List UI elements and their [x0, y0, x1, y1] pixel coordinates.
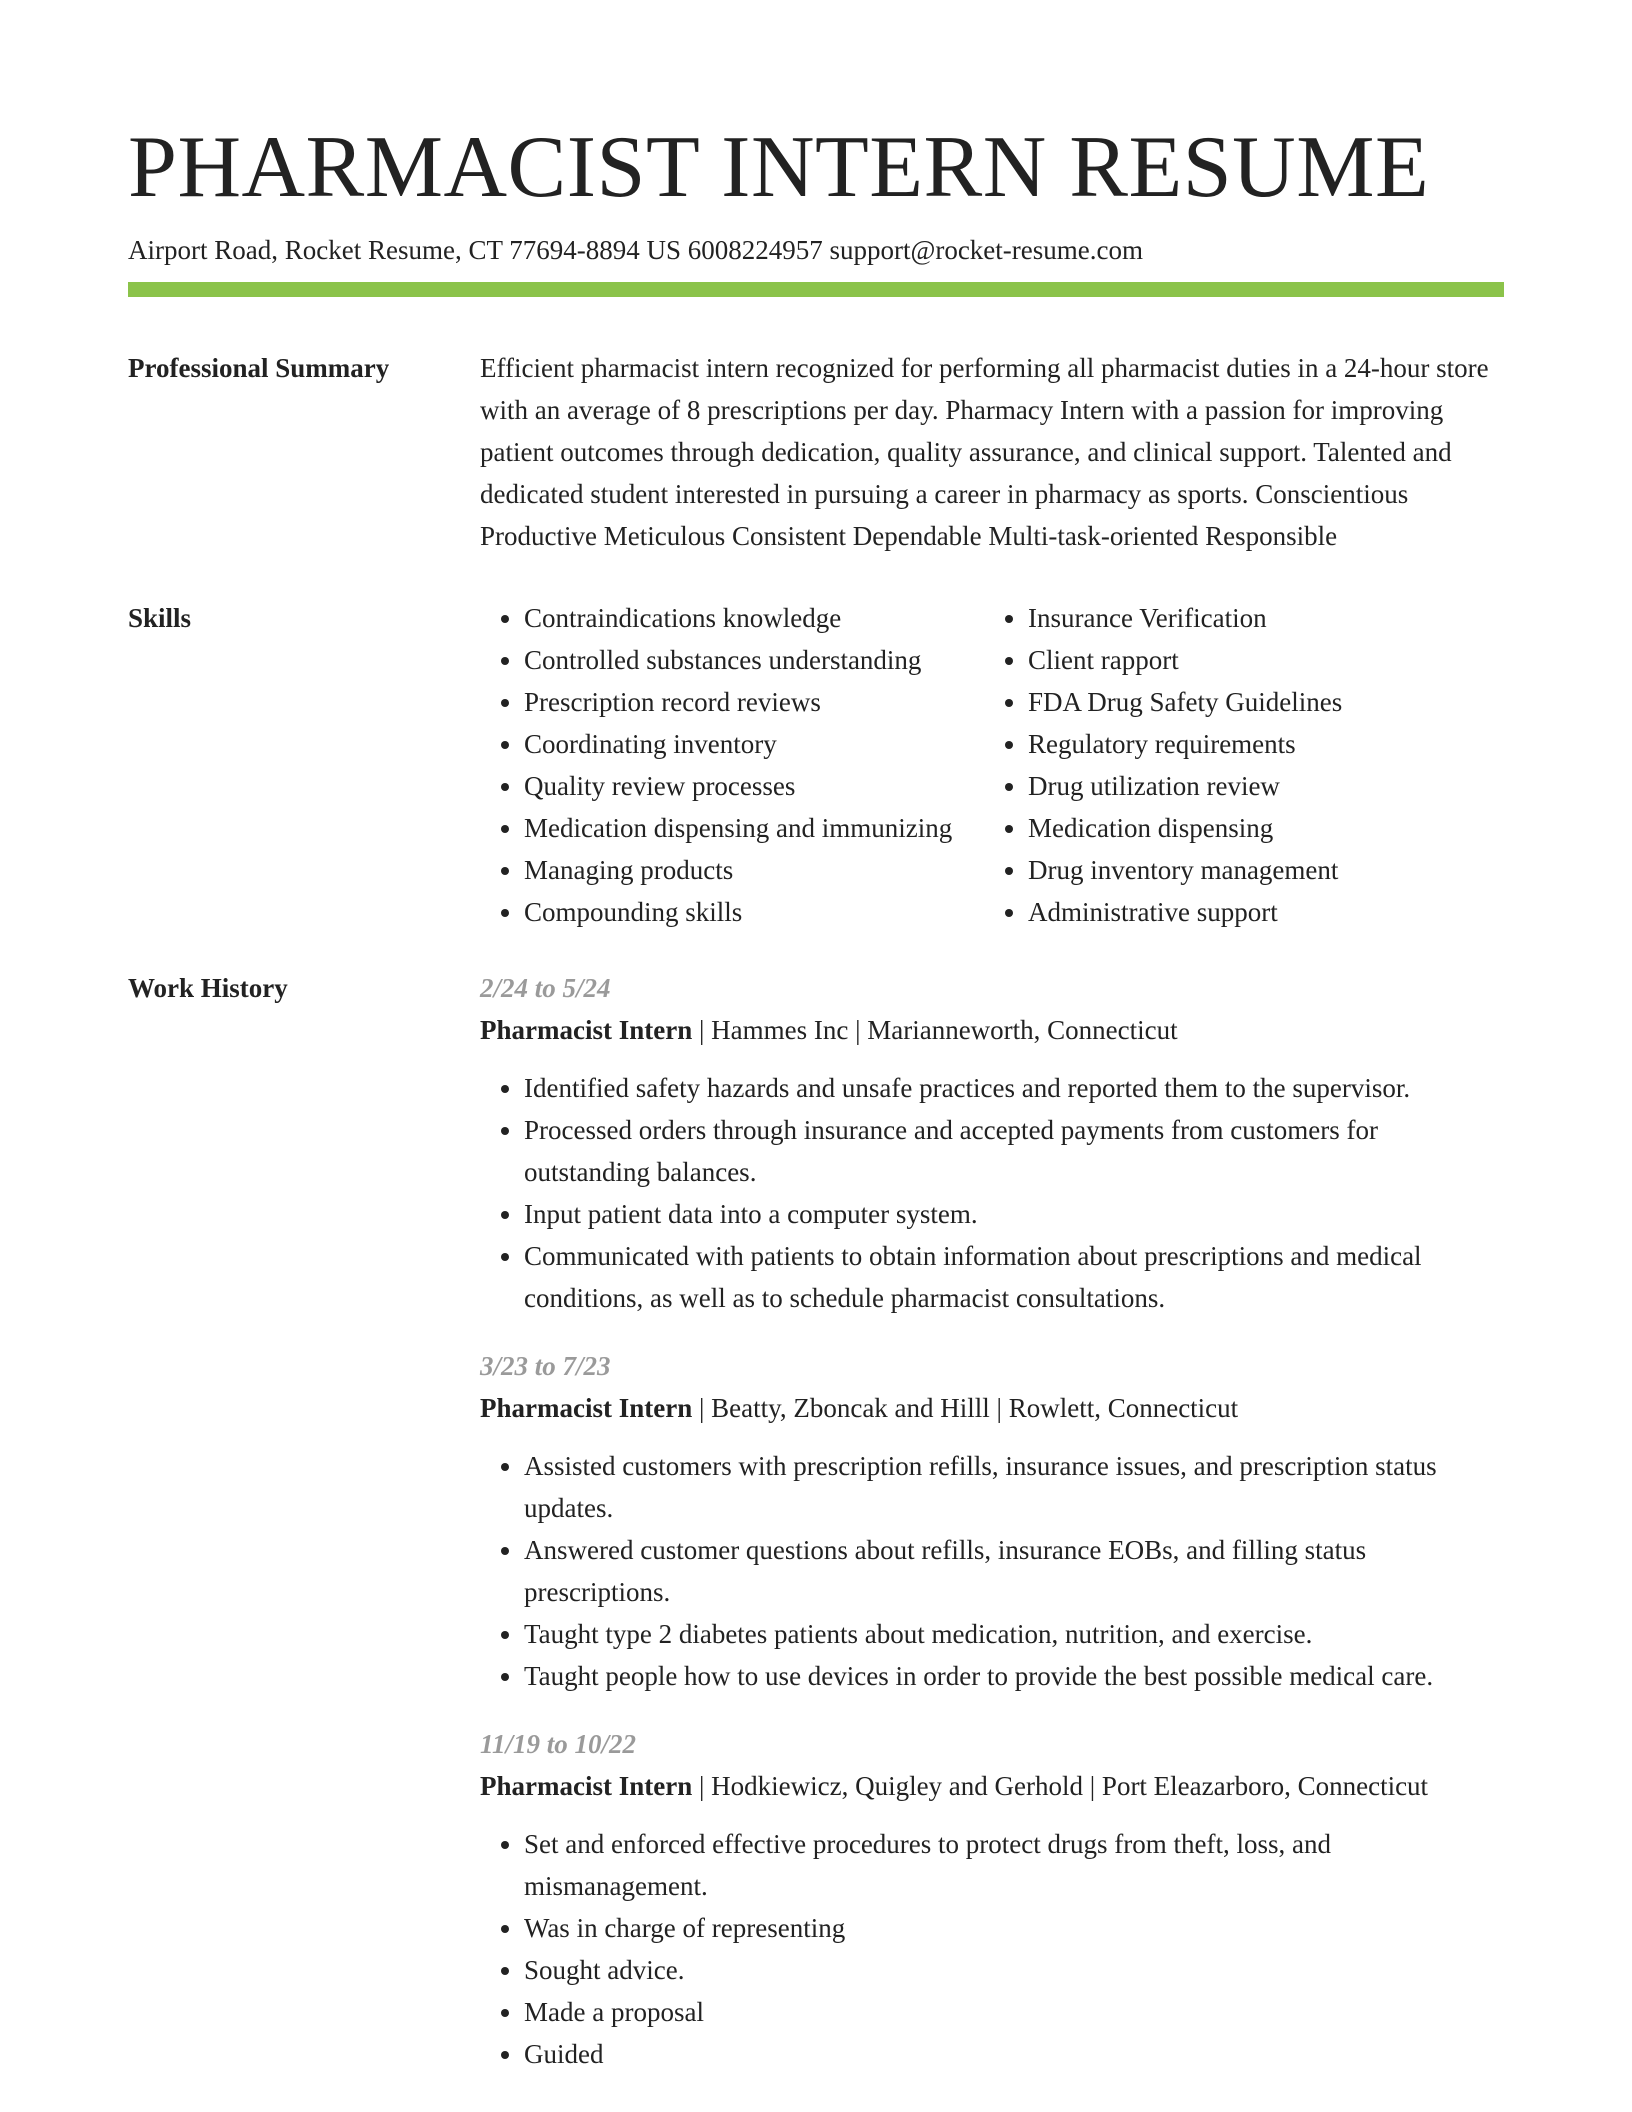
job-bullet: • Assisted customers with prescription refills, insurance issues, and prescription status updates. — [524, 1445, 1504, 1529]
job-details: | Hammes Inc | Marianneworth, Connecticut — [692, 1015, 1178, 1045]
job-title: Pharmacist Intern — [480, 1015, 693, 1045]
job-entry — [480, 1723, 1504, 2075]
work-history-section — [128, 967, 1504, 2101]
job-bullet: • Guided — [524, 2033, 1504, 2075]
skill-item: • Administrative support — [1028, 891, 1528, 933]
skills-column-2 — [984, 597, 1528, 933]
skill-item: • Coordinating inventory — [524, 723, 984, 765]
job-bullet: • Made a proposal — [524, 1991, 1504, 2033]
job-title-line — [480, 1009, 1504, 1051]
skills-columns — [480, 597, 1528, 933]
job-title-line — [480, 1387, 1504, 1429]
work-history-body — [480, 967, 1504, 2101]
skills-body — [480, 597, 1528, 933]
contact-phone: 6008224957 — [687, 235, 823, 265]
contact-address: Airport Road, Rocket Resume, CT 77694-8894 US — [128, 235, 681, 265]
skills-heading: Skills — [128, 603, 192, 633]
contact-email: support@rocket-resume.com — [829, 235, 1143, 265]
job-bullets — [480, 1067, 1504, 1319]
skill-item: • Drug inventory management — [1028, 849, 1528, 891]
job-bullet: • Answered customer questions about refills, insurance EOBs, and filling status prescriptions. — [524, 1529, 1504, 1613]
job-bullet: • Taught people how to use devices in order to provide the best possible medical care. — [524, 1655, 1504, 1697]
job-details: | Beatty, Zboncak and Hilll | Rowlett, Connecticut — [692, 1393, 1239, 1423]
skill-item: • Controlled substances understanding — [524, 639, 984, 681]
skills-column-1 — [480, 597, 984, 933]
job-details: | Hodkiewicz, Quigley and Gerhold | Port Eleazarboro, Connecticut — [692, 1771, 1429, 1801]
job-bullet: • Communicated with patients to obtain information about prescriptions and medical conditions, as well as to schedule pharmacist consultations. — [524, 1235, 1504, 1319]
job-bullets — [480, 1823, 1504, 2075]
job-bullets — [480, 1445, 1504, 1697]
job-bullet: • Sought advice. — [524, 1949, 1504, 1991]
skill-item: • Compounding skills — [524, 891, 984, 933]
summary-body — [480, 347, 1504, 557]
job-bullet: • Identified safety hazards and unsafe practices and reported them to the supervisor. — [524, 1067, 1504, 1109]
job-dates: 11/19 to 10/22 — [480, 1729, 637, 1759]
skill-item: • Client rapport — [1028, 639, 1528, 681]
skill-item: • Prescription record reviews — [524, 681, 984, 723]
skill-item: • Medication dispensing — [1028, 807, 1528, 849]
job-dates: 3/23 to 7/23 — [480, 1351, 611, 1381]
job-bullet: • Was in charge of representing — [524, 1907, 1504, 1949]
skills-section — [128, 597, 1504, 933]
job-title: Pharmacist Intern — [480, 1393, 693, 1423]
header-accent-bar — [128, 282, 1504, 297]
work-history-heading: Work History — [128, 973, 288, 1003]
job-bullet: • Processed orders through insurance and accepted payments from customers for outstanding balances. — [524, 1109, 1504, 1193]
job-bullet: • Input patient data into a computer system. — [524, 1193, 1504, 1235]
summary-heading: Professional Summary — [128, 353, 390, 383]
job-entry — [480, 1345, 1504, 1697]
skill-item: • Drug utilization review — [1028, 765, 1528, 807]
job-entry — [480, 967, 1504, 1319]
resume-title: PHARMACIST INTERN RESUME — [128, 119, 1430, 216]
summary-section — [128, 347, 1504, 557]
job-title: Pharmacist Intern — [480, 1771, 693, 1801]
summary-text: Efficient pharmacist intern recognized for performing all pharmacist duties in a 24-hour store with an average of 8 prescriptions per day. Pharmacy Intern with a passion for improving patient outcomes through dedication, quality assurance, and clinical support. Talented and dedicated student interested in pursuing a career in pharmacy as sports. Conscientious Productive Meticulous Consistent Dependable Multi-task-oriented Responsible — [480, 353, 1489, 551]
skill-item: • FDA Drug Safety Guidelines — [1028, 681, 1528, 723]
skill-item: • Contraindications knowledge — [524, 597, 984, 639]
job-dates: 2/24 to 5/24 — [480, 973, 611, 1003]
skill-item: • Insurance Verification — [1028, 597, 1528, 639]
skill-item: • Medication dispensing and immunizing — [524, 807, 984, 849]
skill-item: • Regulatory requirements — [1028, 723, 1528, 765]
job-bullet: • Set and enforced effective procedures to protect drugs from theft, loss, and mismanagement. — [524, 1823, 1504, 1907]
skill-item: • Quality review processes — [524, 765, 984, 807]
job-title-line — [480, 1765, 1504, 1807]
skill-item: • Managing products — [524, 849, 984, 891]
contact-line — [128, 232, 1504, 268]
job-bullet: • Taught type 2 diabetes patients about medication, nutrition, and exercise. — [524, 1613, 1504, 1655]
